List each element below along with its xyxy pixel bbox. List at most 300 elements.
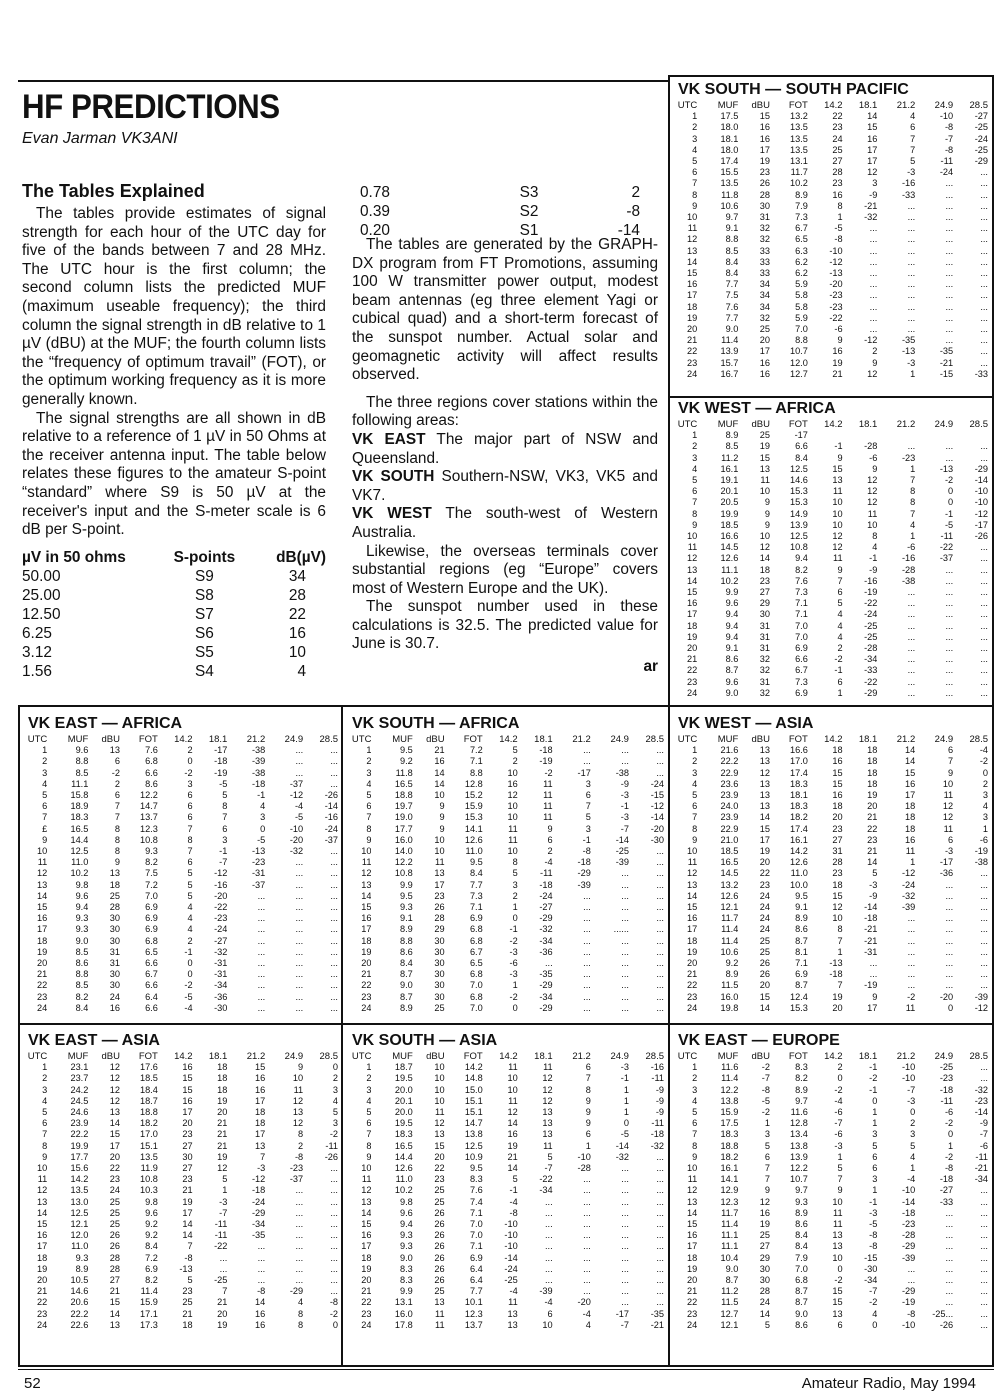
page-title: HF PREDICTIONS: [22, 88, 280, 126]
table-cell: 5.8: [795, 290, 808, 301]
table-cell: -6: [979, 1140, 988, 1151]
table-cell: 6.8: [469, 991, 483, 1002]
table-cell: ...: [330, 890, 338, 901]
table-row: [672, 913, 988, 924]
table-cell: -26: [974, 531, 988, 542]
table-cell: 16: [37, 1230, 48, 1241]
table-cell: ...: [544, 1275, 553, 1286]
table-cell: 1: [910, 531, 916, 542]
table-row: [672, 167, 988, 178]
table-cell: 30: [759, 1275, 770, 1286]
table-cell: 9.3: [399, 1230, 413, 1241]
table-row: [346, 1185, 664, 1196]
table-cell: 2: [547, 846, 553, 857]
table-cell: 16: [905, 778, 916, 789]
table-cell: ...: [330, 868, 338, 879]
table-cell: 9: [837, 1185, 843, 1196]
table-cell: -6: [834, 1129, 843, 1140]
table-header-row: [672, 419, 988, 430]
table-cell: 18.3: [394, 1129, 413, 1140]
table-cell: 15.5: [720, 167, 739, 178]
table-row: [672, 598, 988, 609]
table-cell: 7: [910, 133, 916, 144]
table-cell: -18: [650, 1129, 664, 1140]
table-cell: 18: [832, 879, 843, 890]
table-cell: 12: [867, 497, 878, 508]
table-cell: 6.6: [145, 1002, 158, 1013]
table-row: [672, 576, 988, 587]
table-cell: 12: [867, 486, 878, 497]
table-row: [346, 980, 664, 991]
table-row: [672, 1062, 988, 1073]
table-cell: 10: [434, 1073, 445, 1084]
table-cell: 10: [687, 212, 698, 223]
table-cell: -18: [864, 913, 878, 924]
table-cell: 4: [42, 778, 48, 789]
table-row: [22, 1141, 338, 1152]
table-cell: 25: [434, 1196, 445, 1207]
table-cell: -29: [901, 1286, 916, 1297]
table-cell: 6: [114, 790, 120, 801]
table-cell: 10: [507, 846, 518, 857]
table-cell: 13: [687, 245, 698, 256]
table-cell: -1: [620, 1073, 629, 1084]
table-cell: ...: [257, 890, 266, 901]
table-cell: -4: [544, 857, 553, 868]
table-title: VK SOUTH — ASIA: [352, 1032, 498, 1049]
table-cell: 7: [764, 1174, 770, 1185]
table-cell: ...: [907, 290, 916, 301]
table-cell: 1: [42, 745, 48, 756]
table-cell: -5: [761, 1095, 770, 1106]
table-cell: 26: [434, 1275, 445, 1286]
table-panel-vk-west-africa: [672, 399, 988, 703]
table-cell: 30: [434, 958, 445, 969]
table-header-row: [672, 1051, 988, 1062]
table-cell: 24.5: [70, 1095, 89, 1106]
table-cell: -28: [901, 1230, 916, 1241]
table-cell: ...: [656, 868, 664, 879]
table-cell: 24: [37, 1002, 48, 1013]
table-cell: -23: [901, 1219, 916, 1230]
cell: S9: [194, 568, 214, 585]
table-cell: 18.3: [70, 812, 89, 823]
table-row: [346, 880, 664, 891]
table-cell: 9.3: [399, 1241, 413, 1252]
table-row: [672, 279, 988, 290]
table-cell: 2: [187, 935, 193, 946]
paragraph: The three regions cover stations within the following areas:: [352, 393, 658, 430]
table-cell: 9.0: [725, 1263, 739, 1274]
table-cell: -18: [939, 1084, 954, 1095]
table-cell: -37: [939, 553, 954, 564]
section-heading: The Tables Explained: [22, 181, 205, 201]
table-cell: -24: [901, 879, 916, 890]
table-cell: 27: [182, 1163, 193, 1174]
table-cell: -8: [907, 1308, 916, 1319]
table-cell: 23: [361, 1308, 372, 1319]
column-header: FOT: [463, 734, 483, 745]
table-cell: ...: [980, 553, 988, 564]
table-cell: 18.8: [720, 1140, 739, 1151]
table-cell: -9: [869, 564, 878, 575]
table-cell: 9: [948, 767, 954, 778]
table-cell: ...: [945, 279, 954, 290]
table-cell: 3: [692, 133, 698, 144]
table-cell: 10: [434, 1062, 445, 1073]
table-cell: 18: [905, 823, 916, 834]
table-cell: 18: [217, 1084, 228, 1095]
table-cell: 11.1: [71, 778, 89, 789]
table-title: VK EAST — ASIA: [28, 1032, 160, 1049]
table-cell: 12: [687, 1185, 698, 1196]
table-cell: -39: [577, 879, 591, 890]
table-cell: -6: [834, 1107, 843, 1118]
table-cell: ...: [656, 1196, 664, 1207]
table-cell: 6.4: [469, 1275, 483, 1286]
table-cell: ...: [257, 924, 266, 935]
column-header: 24.9: [934, 734, 954, 745]
table-cell: 13: [109, 745, 120, 756]
table-cell: 17: [37, 1241, 48, 1252]
table-cell: 28: [434, 913, 445, 924]
table-cell: 8: [187, 834, 193, 845]
column-header: UTC: [351, 734, 372, 745]
table-row: [346, 1275, 664, 1286]
table-cell: 10: [832, 913, 843, 924]
table-cell: 5: [872, 1140, 878, 1151]
table-cell: 18: [687, 935, 698, 946]
table-cell: -2: [111, 767, 120, 778]
table-cell: 0: [187, 958, 193, 969]
table-row: [672, 1174, 988, 1185]
table-cell: 10.7: [789, 346, 808, 357]
table-cell: 9: [692, 200, 698, 211]
table-cell: ...: [980, 1230, 988, 1241]
table-cell: 8.6: [145, 778, 158, 789]
table-cell: -7: [620, 823, 629, 834]
table-cell: ...: [907, 301, 916, 312]
table-cell: 16: [832, 346, 843, 357]
table-cell: 11: [687, 1174, 698, 1185]
table-cell: ...: [621, 969, 629, 980]
table-row: [672, 1152, 988, 1163]
table-cell: 5: [222, 1174, 228, 1185]
table-cell: 16: [832, 790, 843, 801]
table-row: [22, 1003, 338, 1014]
table-cell: 27: [759, 1241, 770, 1252]
table-cell: -18: [901, 1207, 916, 1218]
table-cell: 6: [547, 834, 553, 845]
table-cell: -3: [869, 1207, 878, 1218]
table-cell: 14.4: [70, 834, 89, 845]
column-header: 21.2: [896, 1051, 916, 1062]
table-cell: 7: [187, 1241, 193, 1252]
table-cell: 8.5: [75, 946, 89, 957]
table-cell: -30: [650, 834, 664, 845]
table-cell: 0: [872, 1095, 878, 1106]
table-cell: 19: [759, 441, 770, 452]
table-cell: -7: [944, 133, 954, 144]
table-cell: 1: [910, 463, 916, 474]
table-cell: 30: [109, 924, 120, 935]
table-cell: 6.5: [145, 946, 158, 957]
table-cell: ...: [257, 958, 266, 969]
table-row: [672, 969, 988, 980]
table-cell: 8.8: [75, 969, 89, 980]
table-cell: 6.9: [469, 913, 483, 924]
table-cell: ...: [257, 1275, 266, 1286]
table-cell: 23: [832, 868, 843, 879]
table-cell: 17: [109, 1140, 120, 1151]
table-cell: 7: [366, 1129, 372, 1140]
table-row: [22, 1264, 338, 1275]
table-cell: 1: [366, 745, 372, 756]
table-row: [22, 768, 338, 779]
table-cell: 13: [37, 1196, 48, 1207]
table-cell: 10: [434, 846, 445, 857]
paragraph: The signal strengths are all shown in dB relative to a reference of 1 µV in 50 Ohms at the receiver antenna input. The table below relates these figures to the amateur S-point “standard” where S9 is 50 µV at the receiver's input and the S-meter scale is 6 dB per S-point.: [22, 409, 326, 539]
table-cell: 19.9: [720, 508, 739, 519]
table-cell: 4: [837, 631, 843, 642]
table-cell: ...: [295, 745, 304, 756]
table-cell: ...: [907, 268, 916, 279]
spoint-header-row: [22, 548, 326, 567]
frame-bottom: [18, 1365, 994, 1367]
table-row: [672, 464, 988, 475]
table-cell: 15: [37, 1219, 48, 1230]
table-cell: ...: [945, 441, 954, 452]
table-cell: -19: [901, 1297, 916, 1308]
table-cell: 3: [260, 812, 266, 823]
table-cell: 16.5: [70, 823, 89, 834]
table-cell: -1: [582, 834, 591, 845]
table-cell: 25: [109, 1207, 120, 1218]
table-cell: ...: [295, 1002, 304, 1013]
table-cell: ...: [945, 631, 954, 642]
table-cell: 23: [687, 357, 698, 368]
table-cell: 1: [982, 823, 988, 834]
table-cell: 12: [434, 1118, 445, 1129]
table-cell: ...: [621, 1207, 629, 1218]
table-cell: 8.2: [795, 1073, 808, 1084]
table-cell: -21: [650, 1319, 664, 1330]
table-cell: 7.3: [795, 676, 808, 687]
table-cell: 3: [872, 178, 878, 189]
column-header: dBU: [751, 734, 770, 745]
table-cell: 3: [764, 1129, 770, 1140]
divider-row2: [18, 1023, 994, 1025]
table-cell: 9.9: [399, 879, 413, 890]
table-cell: 17: [759, 346, 770, 357]
table-cell: 9.6: [725, 598, 739, 609]
table-cell: ...: [980, 868, 988, 879]
column-header: 21.2: [896, 100, 916, 111]
table-cell: 6: [585, 790, 591, 801]
table-cell: -22: [829, 312, 843, 323]
table-row: [346, 1174, 664, 1185]
table-cell: 9.1: [725, 643, 739, 654]
table-cell: -36: [214, 991, 228, 1002]
table-cell: 7.2: [145, 1252, 158, 1263]
table-cell: 12: [292, 1095, 304, 1106]
table-cell: ...: [656, 1163, 664, 1174]
table-cell: ...: [980, 441, 988, 452]
column-header: UTC: [27, 1051, 48, 1062]
table-cell: 8.7: [795, 935, 808, 946]
table-cell: 20: [109, 1151, 120, 1162]
table-row: [346, 1118, 664, 1129]
table-cell: ...: [945, 676, 954, 687]
table-cell: 1: [948, 1140, 954, 1151]
table-cell: 10.9: [464, 1151, 483, 1162]
table-cell: 11: [543, 778, 553, 789]
table-cell: 8.9: [75, 1263, 89, 1274]
column-header: 18.1: [534, 1051, 553, 1062]
table-cell: -10: [504, 1241, 518, 1252]
table-panel-vk-east-africa: [22, 714, 338, 1020]
table-cell: 4: [332, 1095, 338, 1106]
table-cell: 24: [759, 902, 770, 913]
table-cell: 6.3: [795, 245, 808, 256]
table-cell: -2: [184, 767, 193, 778]
table-cell: 17: [361, 924, 372, 935]
table-cell: 14.5: [720, 542, 739, 553]
table-cell: 22: [687, 346, 698, 357]
region-desc: Southern-NSW, VK3, VK5 and VK7.: [352, 468, 658, 504]
table-cell: 11: [435, 1319, 445, 1330]
table-cell: 12: [292, 1118, 304, 1129]
table-cell: ...: [621, 935, 629, 946]
table-cell: 13: [507, 1308, 518, 1319]
table-cell: 9.1: [795, 902, 808, 913]
table-cell: 18.0: [720, 144, 739, 155]
table-cell: 17: [687, 609, 698, 620]
table-cell: -2: [544, 767, 553, 778]
table-cell: 12.3: [464, 1308, 483, 1319]
table-cell: 18.2: [789, 812, 808, 823]
column-header: dBU: [426, 1051, 445, 1062]
table-cell: 11: [833, 553, 843, 564]
table-cell: ...: [945, 924, 954, 935]
table-cell: 0: [837, 1073, 843, 1084]
table-cell: 26: [109, 1241, 120, 1252]
table-cell: 7: [366, 812, 372, 823]
table-cell: 12.6: [464, 834, 483, 845]
table-cell: 11: [943, 790, 954, 801]
table-row: [672, 609, 988, 620]
table-cell: 22.6: [70, 1319, 89, 1330]
spoint-table: [22, 548, 326, 681]
table-cell: 11: [867, 508, 878, 519]
table-cell: 15.0: [464, 1084, 483, 1095]
table-cell: -12: [289, 790, 304, 801]
table-cell: -13: [829, 268, 843, 279]
table-cell: -22: [539, 1174, 553, 1185]
table-cell: ...: [583, 1174, 591, 1185]
table-row: [346, 1219, 664, 1230]
table-cell: 12: [361, 868, 372, 879]
table-cell: 7: [692, 812, 698, 823]
table-cell: 5: [187, 890, 193, 901]
column-header: 28.5: [969, 734, 988, 745]
table-row: [346, 790, 664, 801]
table-cell: 8.7: [399, 991, 413, 1002]
table-cell: 11.4: [140, 1286, 158, 1297]
table-cell: 17: [759, 144, 770, 155]
table-cell: -9: [869, 890, 878, 901]
table-cell: 4: [872, 1308, 878, 1319]
table-cell: 5: [187, 1275, 193, 1286]
table-cell: 8.4: [75, 1002, 89, 1013]
table-cell: 25: [434, 1185, 445, 1196]
table-cell: 9: [439, 823, 445, 834]
table-cell: 12.6: [720, 553, 739, 564]
table-cell: -18: [214, 756, 228, 767]
table-cell: 14: [687, 890, 698, 901]
table-cell: 13.1: [789, 156, 808, 167]
table-cell: 17: [759, 834, 770, 845]
table-cell: -7: [834, 1118, 843, 1129]
table-cell: 11: [37, 857, 48, 868]
spoint-row: [22, 567, 326, 586]
table-cell: 12: [867, 368, 878, 379]
table-row: [22, 790, 338, 801]
table-cell: 20: [217, 1107, 228, 1118]
table-cell: 8.7: [795, 1297, 808, 1308]
table-cell: ...: [980, 1252, 988, 1263]
table-cell: 11: [760, 475, 770, 486]
table-cell: 29: [434, 924, 445, 935]
table-title: VK SOUTH — AFRICA: [352, 715, 520, 732]
column-header: UTC: [677, 734, 698, 745]
table-cell: 8.3: [399, 1275, 413, 1286]
table-cell: 13.0: [70, 1196, 89, 1207]
table-cell: 18.2: [720, 1151, 739, 1162]
table-cell: ...: [544, 1230, 553, 1241]
table-cell: 12: [507, 1107, 518, 1118]
table-cell: 23.9: [720, 812, 739, 823]
table-cell: ...: [656, 879, 664, 890]
table-cell: 7.0: [795, 1263, 808, 1274]
table-cell: ...: [330, 1275, 338, 1286]
cell: S4: [194, 663, 214, 680]
table-row: [672, 475, 988, 486]
cell: 1.56: [22, 663, 52, 680]
table-cell: 14: [759, 1308, 770, 1319]
table-cell: 18.5: [720, 519, 739, 530]
column-header: FOT: [788, 734, 808, 745]
region-name: VK WEST: [352, 505, 432, 523]
table-cell: 4: [187, 913, 193, 924]
table-cell: -29: [901, 1241, 916, 1252]
table-row: [346, 1230, 664, 1241]
table-cell: 15: [109, 1129, 120, 1140]
table-cell: 8.4: [795, 452, 808, 463]
table-cell: ...: [945, 879, 954, 890]
table-cell: 12: [942, 812, 954, 823]
column-header: 14.2: [824, 734, 843, 745]
table-cell: 33: [759, 256, 770, 267]
table-cell: ...: [257, 913, 266, 924]
table-row: [672, 223, 988, 234]
table-cell: -2: [944, 1151, 954, 1162]
table-cell: -38: [901, 575, 916, 586]
table-cell: 5: [187, 879, 193, 890]
table-cell: 7: [585, 1073, 591, 1084]
table-cell: 8.4: [145, 1241, 158, 1252]
table-row: [672, 335, 988, 346]
